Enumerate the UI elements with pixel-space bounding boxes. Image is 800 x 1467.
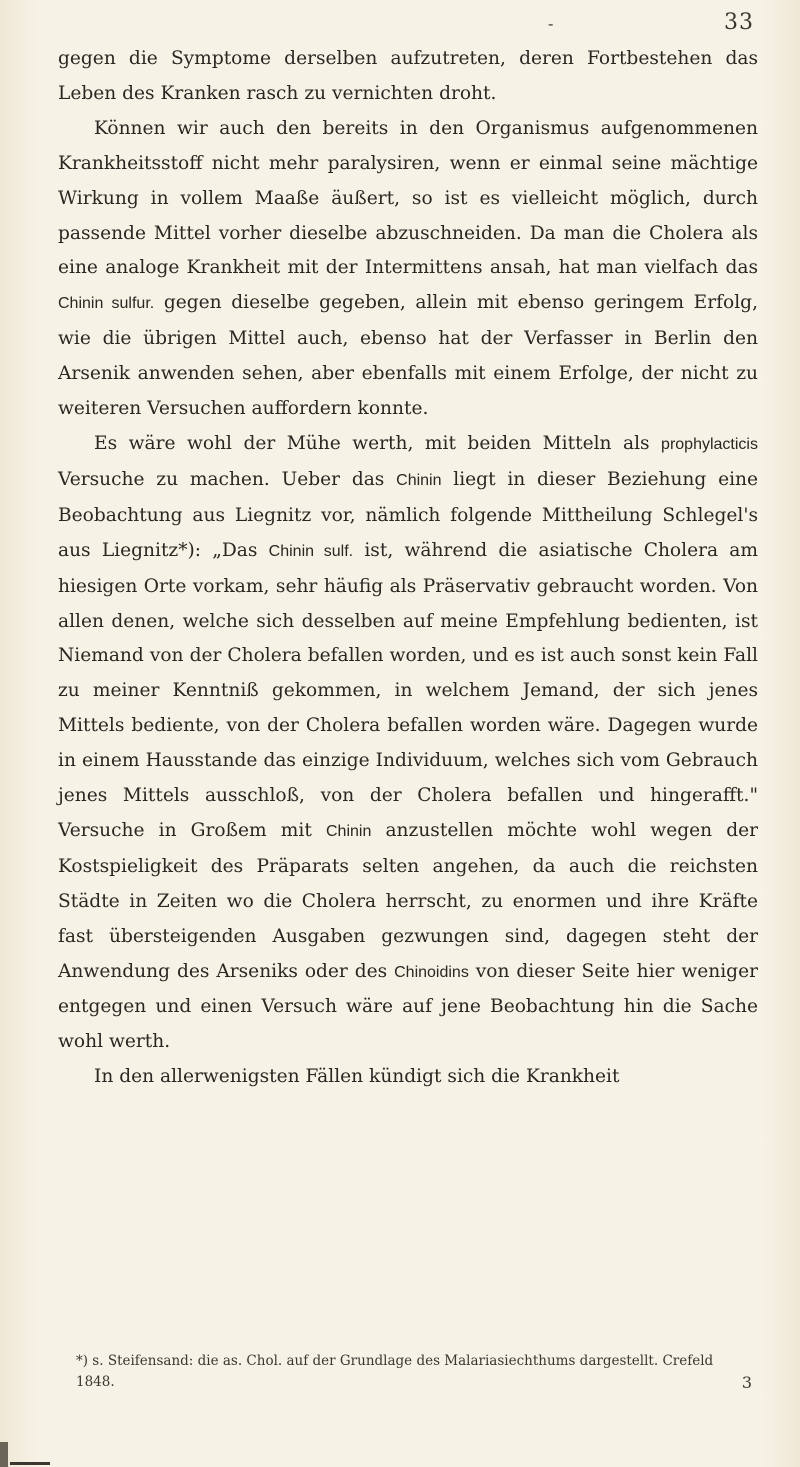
paragraph [58, 112, 758, 427]
paragraph-text: In den allerwenigsten Fällen kündigt sich die Krankheit [94, 1066, 620, 1088]
paragraph-text: gegen die Symptome derselben aufzutreten, deren Fortbestehen das Leben des Kranken rasch zu vernichten droht. [58, 48, 758, 104]
paragraph-text: ist, während die asiatische Cholera am hiesigen Orte vorkam, sehr häufig als Präservativ gebraucht worden. Von allen denen, welche sich desselben auf meine Empfehlung bedienten, ist Niemand von der Cholera befallen worden, und es ist auch sonst kein Fall zu meiner Kenntniß gekommen, in welchem Jemand, der sich jenes Mittels bediente, von der Cholera befallen worden wäre. Dagegen wurde in einem Hausstande das einzige Individuum, welches sich vom Gebrauch jenes Mittels ausschloß, von der Cholera befallen und hingerafft." Versuche in Großem mit [58, 539, 758, 841]
paragraph [58, 42, 758, 112]
sheet-signature-mark: 3 [741, 1373, 752, 1392]
latin-term: Chinin sulfur. [58, 295, 155, 313]
latin-term: Chinin [325, 822, 372, 840]
paragraph-text: anzustellen möchte wohl wegen der Kostspieligkeit des Präparats selten angehen, da auch die reichsten Städte in Zeiten wo die Cholera herrscht, zu enormen und ihre Kräfte fast übersteigenden Ausgaben gezwungen sind, dagegen steht der Anwendung des Arseniks oder des [58, 819, 758, 982]
paragraph-text: liegt in dieser Beziehung eine Beobachtung aus Liegnitz vor, nämlich folgende Mittheilung Schlegel's aus Liegnitz*): „Das [58, 468, 759, 561]
page-number: 33 [724, 10, 754, 35]
paragraph-text: Es wäre wohl der Mühe werth, mit beiden Mitteln als [94, 432, 650, 454]
latin-term: prophylacticis [661, 435, 758, 453]
top-mark: - [548, 14, 554, 33]
paragraph-text: Versuche zu machen. Ueber das [58, 468, 385, 490]
paragraph-text: von dieser Seite hier weniger entgegen und einen Versuch wäre auf jene Beobachtung hin die Sache wohl werth. [58, 960, 758, 1053]
paragraph-text: Können wir auch den bereits in den Organismus aufgenommenen Krankheitsstoff nicht mehr paralysiren, wenn er einmal seine mächtige Wirkung in vollem Maaße äußert, so ist es vielleicht möglich, durch passende Mittel vorher dieselbe abzuschneiden. Da man die Cholera als eine analoge Krankheit mit der Intermittens ansah, hat man vielfach das [58, 117, 758, 279]
latin-term: Chinin sulf. [268, 542, 354, 560]
latin-term: Chinin [396, 471, 442, 489]
body-text [58, 42, 758, 1095]
bottom-rule [10, 1462, 50, 1465]
paragraph [58, 427, 758, 1060]
latin-term: Chinoidins [394, 963, 469, 981]
paragraph-text: gegen dieselbe gegeben, allein mit ebenso geringem Erfolg, wie die übrigen Mittel auch, ebenso hat der Verfasser in Berlin den Arsenik anwenden sehen, aber ebenfalls mit einem Erfolge, der nicht zu weiteren Versuchen auffordern konnte. [58, 292, 758, 420]
footnote: *) s. Steifensand: die as. Chol. auf der Grundlage des Malariasiechthums dargestellt. Crefeld 1848. [76, 1353, 714, 1390]
paragraph [58, 1060, 758, 1095]
